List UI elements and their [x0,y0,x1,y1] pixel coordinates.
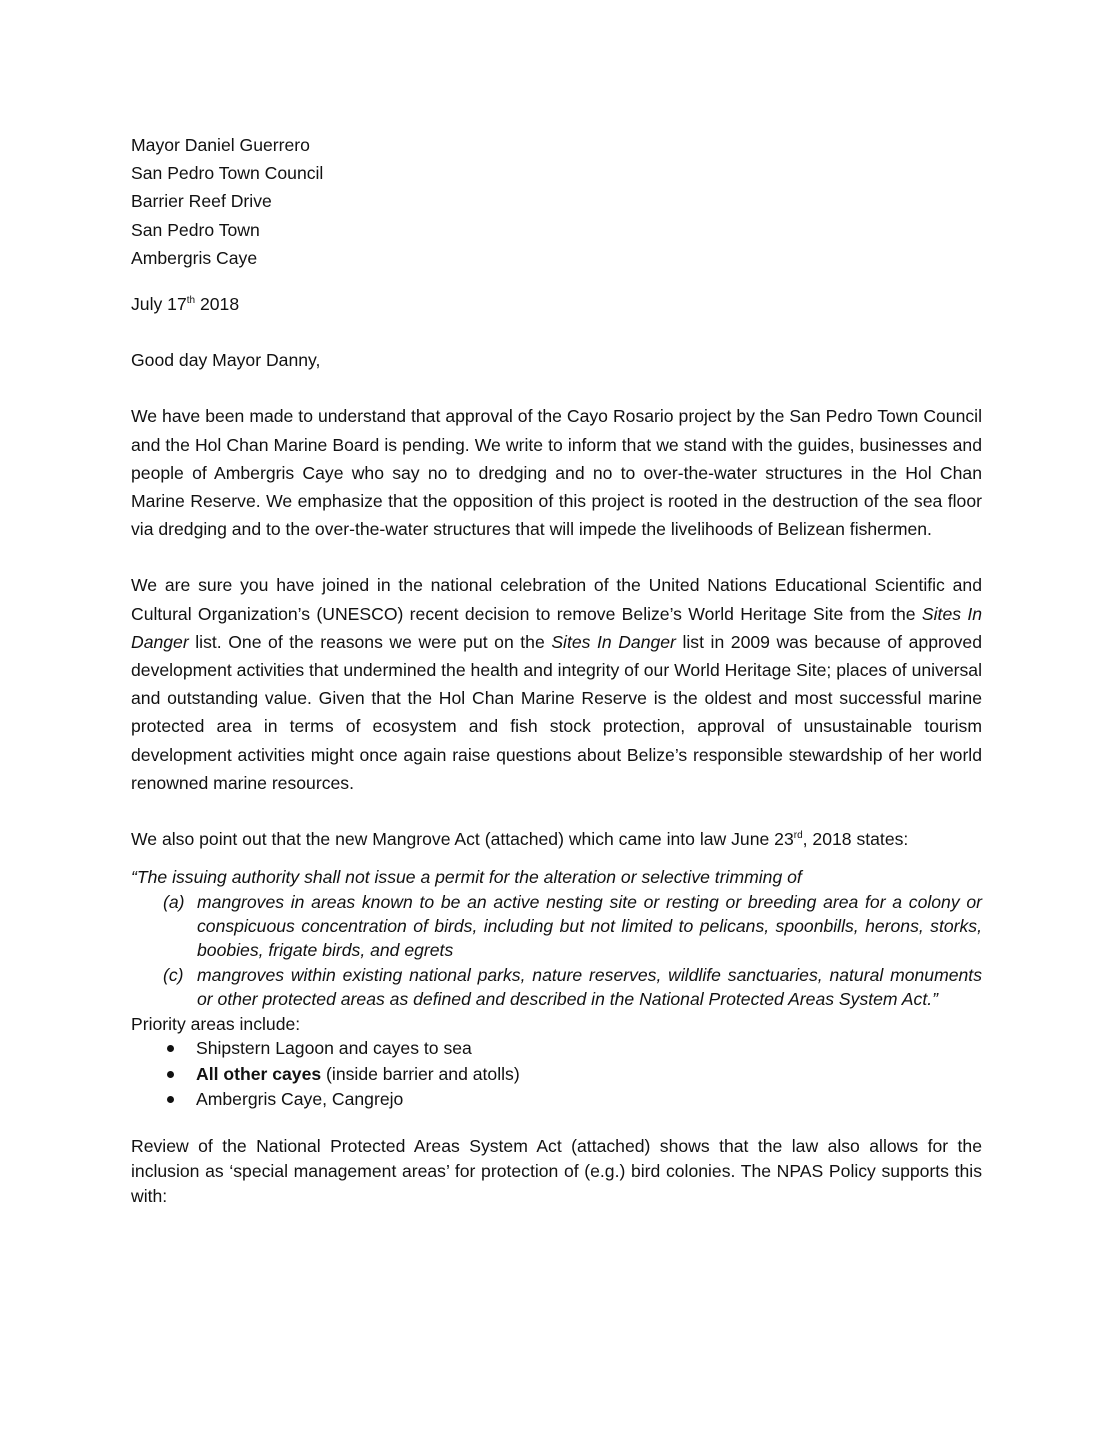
letter-body [131,131,982,1208]
priority-areas-list [131,1036,982,1112]
recipient-address [131,131,982,272]
address-line: Barrier Reef Drive [131,191,272,212]
address-line: San Pedro Town Council [131,163,324,184]
quote-intro: “The issuing authority shall not issue a permit for the alteration or selective trimming of [131,867,802,888]
bullet-icon [167,1045,174,1052]
paragraph-npas: Review of the National Protected Areas System Act (attached) shows that the law also allows for the inclusion as ‘special management areas’ for protection of (e.g.) bird colonies. The NPAS Policy supports this with: [131,1136,982,1206]
list-item: Ambergris Caye, Cangrejo [131,1087,982,1112]
clause-text: mangroves in areas known to be an active nesting site or resting or breeding area for a colony or conspicuous concentration of birds, including but not limited to pelicans, spoonbills, herons, storks, boobies, frigate birds, and egrets [197,891,982,961]
address-line: San Pedro Town [131,219,260,240]
paragraph-mangrove-act: We also point out that the new Mangrove Act (attached) which came into law June 23rd, 2018 states: [131,829,909,850]
quote-clause [131,890,982,963]
clause-label: (c) [163,964,184,985]
list-item: Shipstern Lagoon and cayes to sea [131,1036,982,1061]
paragraph-dredging: We have been made to understand that approval of the Cayo Rosario project by the San Pedro Town Council and the Hol Chan Marine Board is pending. We write to inform that we stand with the guides, businesses and people of Ambergris Caye who say no to dredging and no to over-the-water structures in the Hol Chan Marine Reserve. We emphasize that the opposition of this project is rooted in the destruction of the sea floor via dredging and to the over-the-water structures that will impede the livelihoods of Belizean fishermen. [131,406,982,540]
letter-date: July 17th 2018 [131,294,240,315]
clause-text: mangroves within existing national parks, nature reserves, wildlife sanctuaries, natural monuments or other protected areas as defined and described in the National Protected Areas System Act.” [197,964,982,1010]
priority-areas-heading: Priority areas include: [131,1013,301,1034]
clause-label: (a) [163,891,185,912]
paragraph-unesco: We are sure you have joined in the national celebration of the United Nations Educational Scientific and Cultural Organization’s (UNESCO) recent decision to remove Belize’s World Heritage Site from the Sites In Danger list. One of the reasons we were put on the Sites In Danger list in 2009 was because of approved development activities that undermined the health and integrity of our World Heritage Site; places of universal and outstanding value. Given that the Hol Chan Marine Reserve is the oldest and most successful marine protected area in terms of ecosystem and fish stock protection, approval of unsustainable tourism development activities might once again raise questions about Belize’s responsible stewardship of her world renowned marine resources. [131,575,982,793]
bullet-icon [167,1096,174,1103]
address-line: Ambergris Caye [131,247,258,268]
mangrove-act-quote [131,865,982,1011]
quote-clause [131,963,982,1012]
salutation: Good day Mayor Danny, [131,350,321,371]
address-line: Mayor Daniel Guerrero [131,135,310,155]
list-item: All other cayes (inside barrier and atolls) [131,1062,982,1087]
bullet-icon [167,1071,174,1078]
